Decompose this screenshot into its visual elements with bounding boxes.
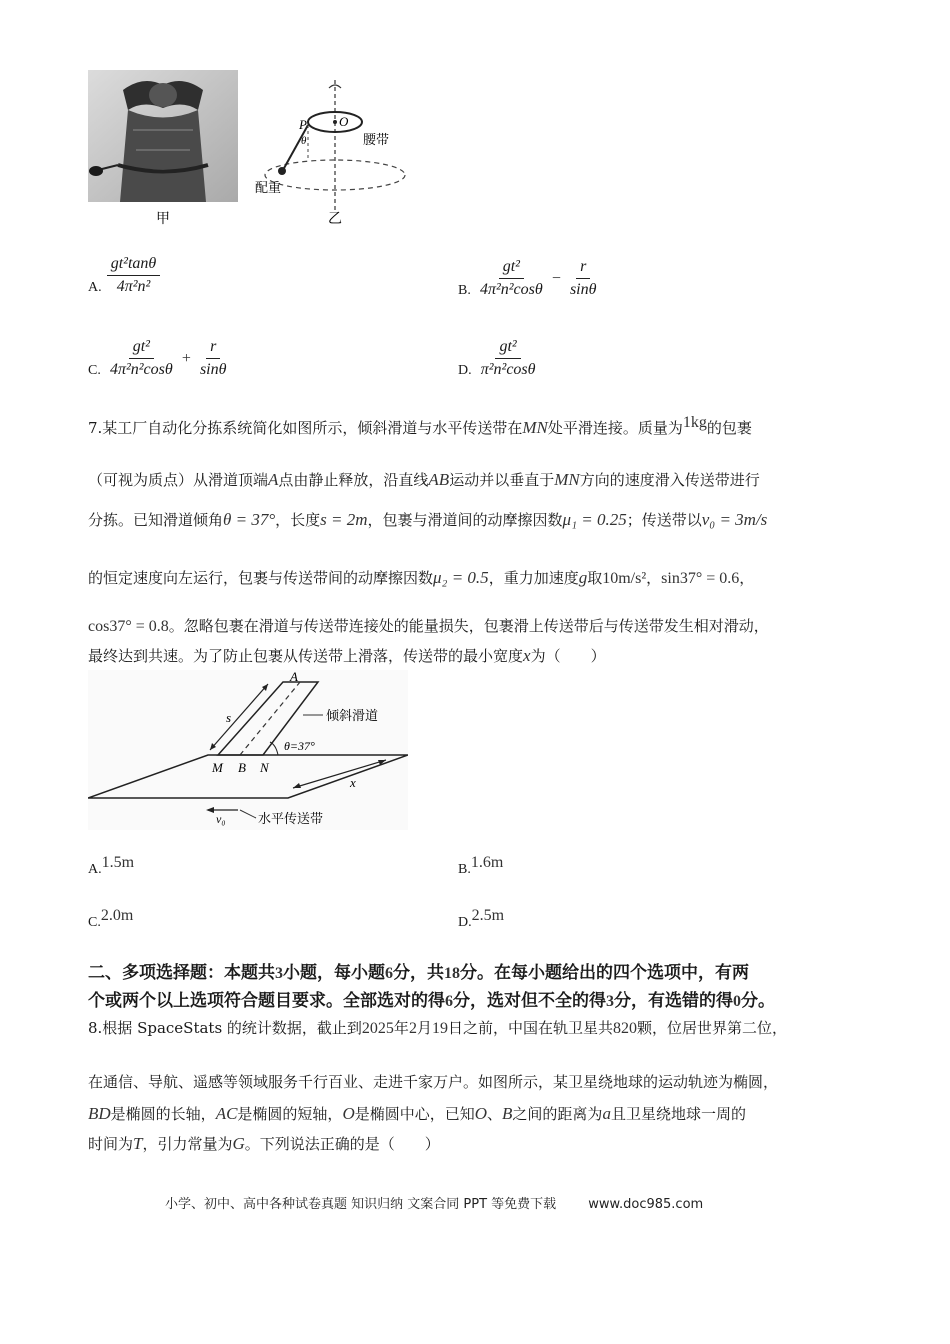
figure-7-label-M: M <box>212 760 223 775</box>
figure-7-label-s: s <box>226 710 232 725</box>
figure-6-label-P: P <box>299 117 307 132</box>
q8-line-2: 在通信、导航、遥感等领域服务千行百业、走进千家万户。如图所示，某卫星绕地球的运动轨迹为椭圆， <box>88 1073 779 1091</box>
figure-6-label-yi: 乙 <box>328 211 342 227</box>
figure-7-belt-label: 水平传送带 <box>258 812 324 827</box>
fraction: $\frac{\text{gt²tanθ}}{\text{4π²n²}}$ <box>107 255 161 296</box>
q7-option-d[interactable]: D.2.5m <box>458 907 505 930</box>
figure-6-label-O: O <box>339 114 349 129</box>
q6-option-a[interactable] <box>88 255 160 296</box>
q7-line-6: 最终达到共速。为了防止包裹从传送带上滑落，传送带的最小宽度x为（ ） <box>88 646 606 665</box>
figure-7-svg <box>88 670 408 830</box>
figure-7-label-B: B <box>238 760 246 775</box>
q6-option-b[interactable]: B. $\frac{\text{gt²}}{\text{4π²n²cosθ}}$ − $\frac{r}{\sin\theta}$ <box>458 258 597 298</box>
q7-line-3: 分拣。已知滑道倾角θ = 37°，长度s = 2m，包裹与滑道间的动摩擦因数μ₁ = 0.25；传送带以v₀ = 3m/s <box>88 510 768 529</box>
figure-7 <box>88 670 408 830</box>
figure-6-label-weight: 配重 <box>255 181 282 196</box>
q6-option-c[interactable]: C. $\frac{\text{gt²}}{\text{4π²n²cosθ}}$ + $\frac{r}{\sin\theta}$ <box>88 338 227 378</box>
figure-7-slope-label: 倾斜滑道 <box>326 709 379 724</box>
figure-7-label-N: N <box>260 760 269 775</box>
q7-option-a[interactable]: A.1.5m <box>88 854 135 877</box>
footer-url[interactable]: www.doc985.com <box>588 1197 704 1212</box>
q8-line-1: 8.根据 SpaceStats 的统计数据，截止到2025年2月19日之前，中国在轨卫星共820颗，位居世界第二位， <box>88 1019 787 1037</box>
q7-option-c[interactable]: C.2.0m <box>88 907 134 930</box>
q8-line-4: 时间为T，引力常量为G。下列说法正确的是（ ） <box>88 1134 440 1153</box>
figure-6-label-belt: 腰带 <box>363 133 390 148</box>
figure-7-label-A: A <box>290 670 298 684</box>
footer-text: 小学、初中、高中各种试卷真题 知识归纳 文案合同 PPT 等免费下载 <box>165 1197 557 1212</box>
figure-6-label-theta: θ <box>301 135 307 147</box>
q7-line-1: 7.某工厂自动化分拣系统简化如图所示，倾斜滑道与水平传送带在MN处平滑连接。质量为1kg的包裹 <box>88 414 752 437</box>
q7-option-b[interactable]: B.1.6m <box>458 854 504 877</box>
q7-line-5: cos37° = 0.8。忽略包裹在滑道与传送带连接处的能量损失，包裹滑上传送带后与传送带发生相对滑动， <box>88 617 769 635</box>
section-2-heading-line-2: 个或两个以上选项符合题目要求。全部选对的得6分，选对但不全的得3分，有选错的得0分。 <box>88 991 775 1011</box>
q6-option-d[interactable]: D. $\frac{\text{gt²}}{\text{π²n²cosθ}}$ <box>458 338 536 378</box>
option-letter: C. <box>88 363 101 378</box>
figure-7-label-x: x <box>350 775 356 790</box>
option-letter: D. <box>458 363 472 378</box>
section-2-heading-line-1: 二、多项选择题：本题共3小题，每小题6分，共18分。在每小题给出的四个选项中，有两 <box>88 963 749 983</box>
figure-7-label-v0: v₀ <box>216 812 226 826</box>
q7-line-4: 的恒定速度向左运行，包裹与传送带间的动摩擦因数μ₂ = 0.5，重力加速度g取10m/s²，sin37° = 0.6， <box>88 568 755 587</box>
page-footer <box>165 1193 703 1212</box>
option-letter: A. <box>88 280 102 295</box>
figure-7-angle: θ=37° <box>284 739 315 753</box>
q8-line-3: BD是椭圆的长轴，AC是椭圆的短轴，O是椭圆中心，已知O、B之间的距离为a且卫星绕地球一周的 <box>88 1104 746 1123</box>
q7-line-2: （可视为质点）从滑道顶端A点由静止释放，沿直线AB运动并以垂直于MN方向的速度滑入传送带进行 <box>88 470 760 489</box>
option-letter: B. <box>458 283 471 298</box>
figure-6-label-jia: 甲 <box>156 211 170 227</box>
figure-6-svg <box>88 70 418 230</box>
figure-6 <box>88 70 418 230</box>
